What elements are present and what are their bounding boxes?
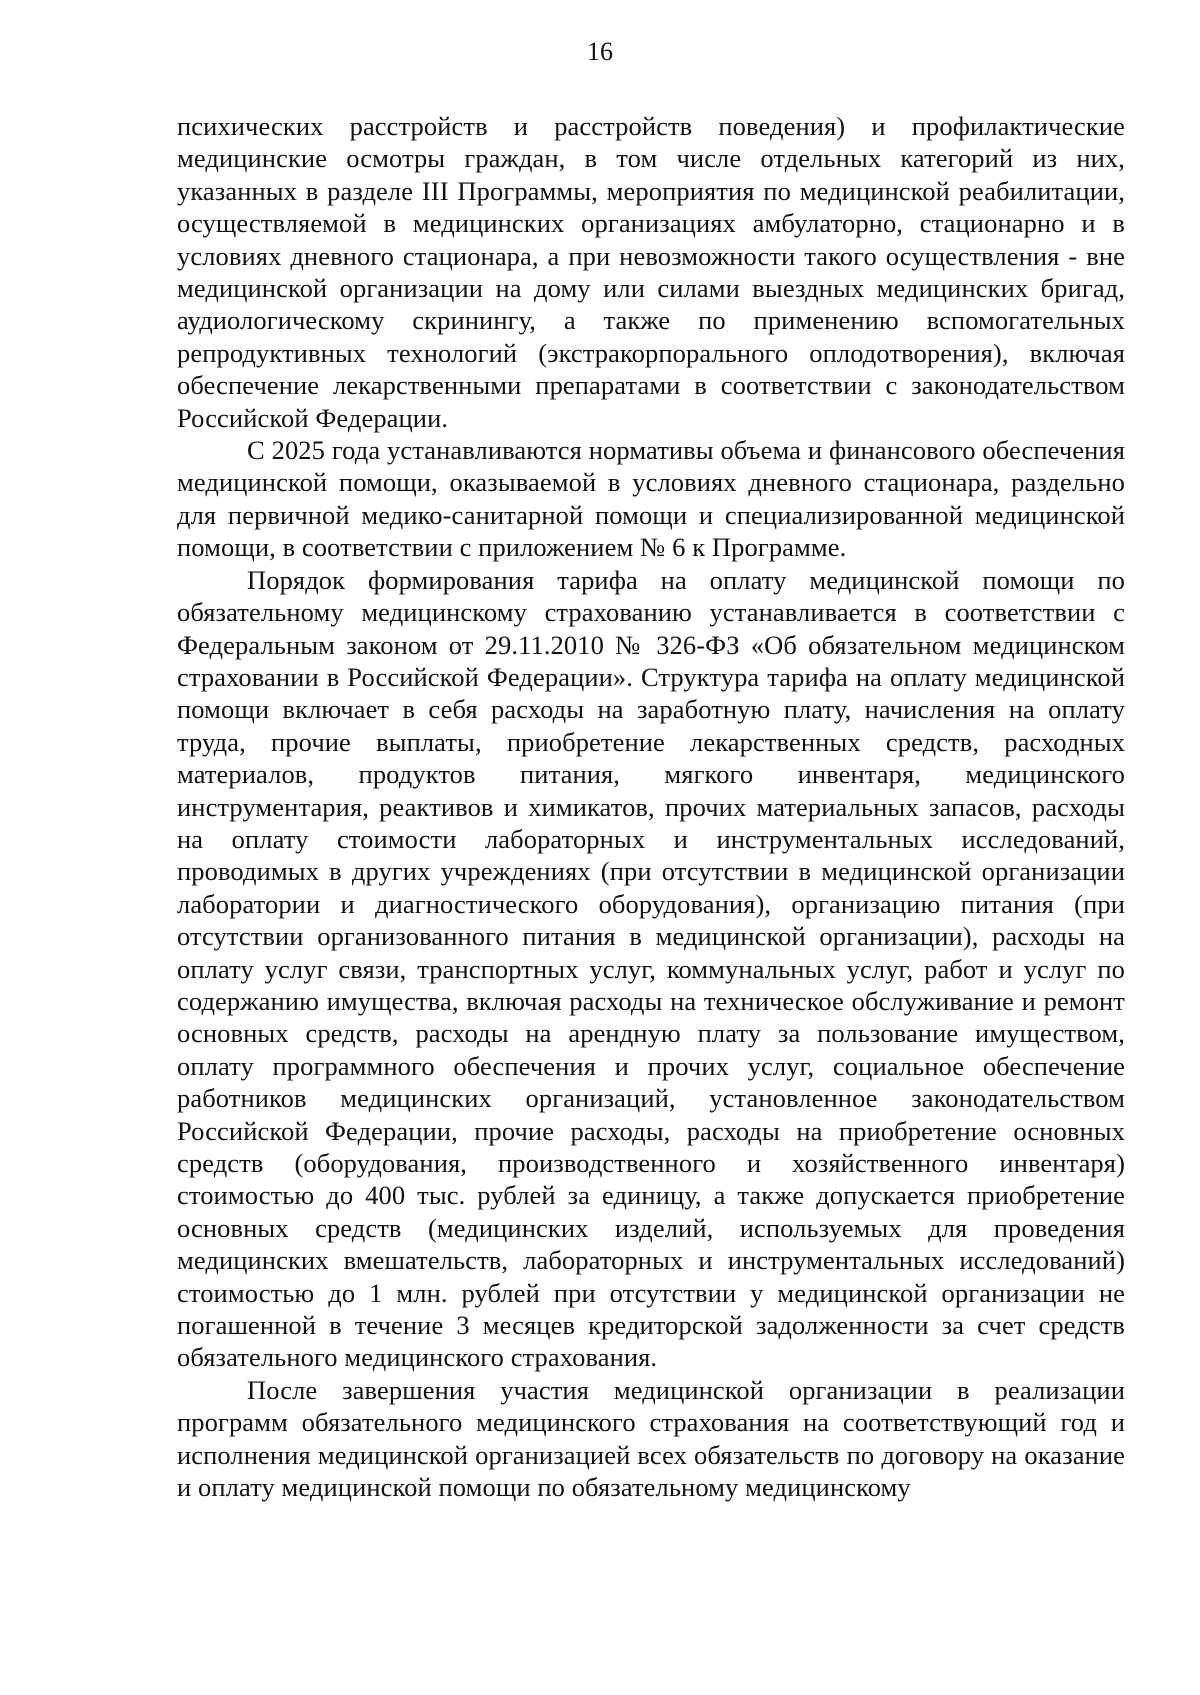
paragraph-tariff-structure: Порядок формирования тарифа на оплату медицинской помощи по обязательному медицинскому страхованию устанавливается в соответствии с Федеральным законом от 29.11.2010 № 326-ФЗ «Об обязательном медицинском страховании в Российской Федерации». Структура тарифа на оплату медицинской помощи включает в себя расходы на заработную плату, начисления на оплату труда, прочие выплаты, приобретение лекарственных средств, расходных материалов, продуктов питания, мягкого инвентаря, медицинского инструментария, реактивов и химикатов, прочих материальных запасов, расходы на оплату стоимости лабораторных и инструментальных исследований, проводимых в других учреждениях (при отсутствии в медицинской организации лаборатории и диагностического оборудования), организацию питания (при отсутствии организованного питания в медицинской организации), расходы на оплату услуг связи, транспортных услуг, коммунальных услуг, работ и услуг по содержанию имущества, включая расходы на техническое обслуживание и ремонт основных средств, расходы на арендную плату за пользование имуществом, оплату программного обеспечения и прочих услуг, социальное обеспечение работников медицинских организаций, установленное законодательством Российской Федерации, прочие расходы, расходы на приобретение основных средств (оборудования, производственного и хозяйственного инвентаря) стоимостью до 400 тыс. рублей за единицу, а также допускается приобретение основных средств (медицинских изделий, используемых для проведения медицинских вмешательств, лабораторных и инструментальных исследований) стоимостью до 1 млн. рублей при отсутствии у медицинской организации не погашенной в течение 3 месяцев кредиторской задолженности за счет средств обязательного медицинского страхования.: [177, 564, 1125, 1373]
paragraph-program-completion: После завершения участия медицинской организации в реализации программ обязательного медицинского страхования на соответствующий год и исполнения медицинской организацией всех обязательств по договору на оказание и оплату медицинской помощи по обязательному медицинскому: [177, 1374, 1125, 1503]
page-number: 16: [587, 37, 613, 66]
paragraph-continuation: психических расстройств и расстройств поведения) и профилактические медицинские осмотры граждан, в том числе отдельных категорий из них, указанных в разделе III Программы, мероприятия по медицинской реабилитации, осуществляемой в медицинских организациях амбулаторно, стационарно и в условиях дневного стационара, а при невозможности такого осуществления - вне медицинской организации на дому или силами выездных медицинских бригад, аудиологическому скринингу, а также по применению вспомогательных репродуктивных технологий (экстракорпорального оплодотворения), включая обеспечение лекарственными препаратами в соответствии с законодательством Российской Федерации.: [177, 111, 1125, 433]
paragraph-day-hospital-norms: С 2025 года устанавливаются нормативы объема и финансового обеспечения медицинской помощи, оказываемой в условиях дневного стационара, раздельно для первичной медико-санитарной помощи и специализированной медицинской помощи, в соответствии с приложением № 6 к Программе.: [177, 435, 1125, 563]
document-body: [177, 110, 1125, 1503]
